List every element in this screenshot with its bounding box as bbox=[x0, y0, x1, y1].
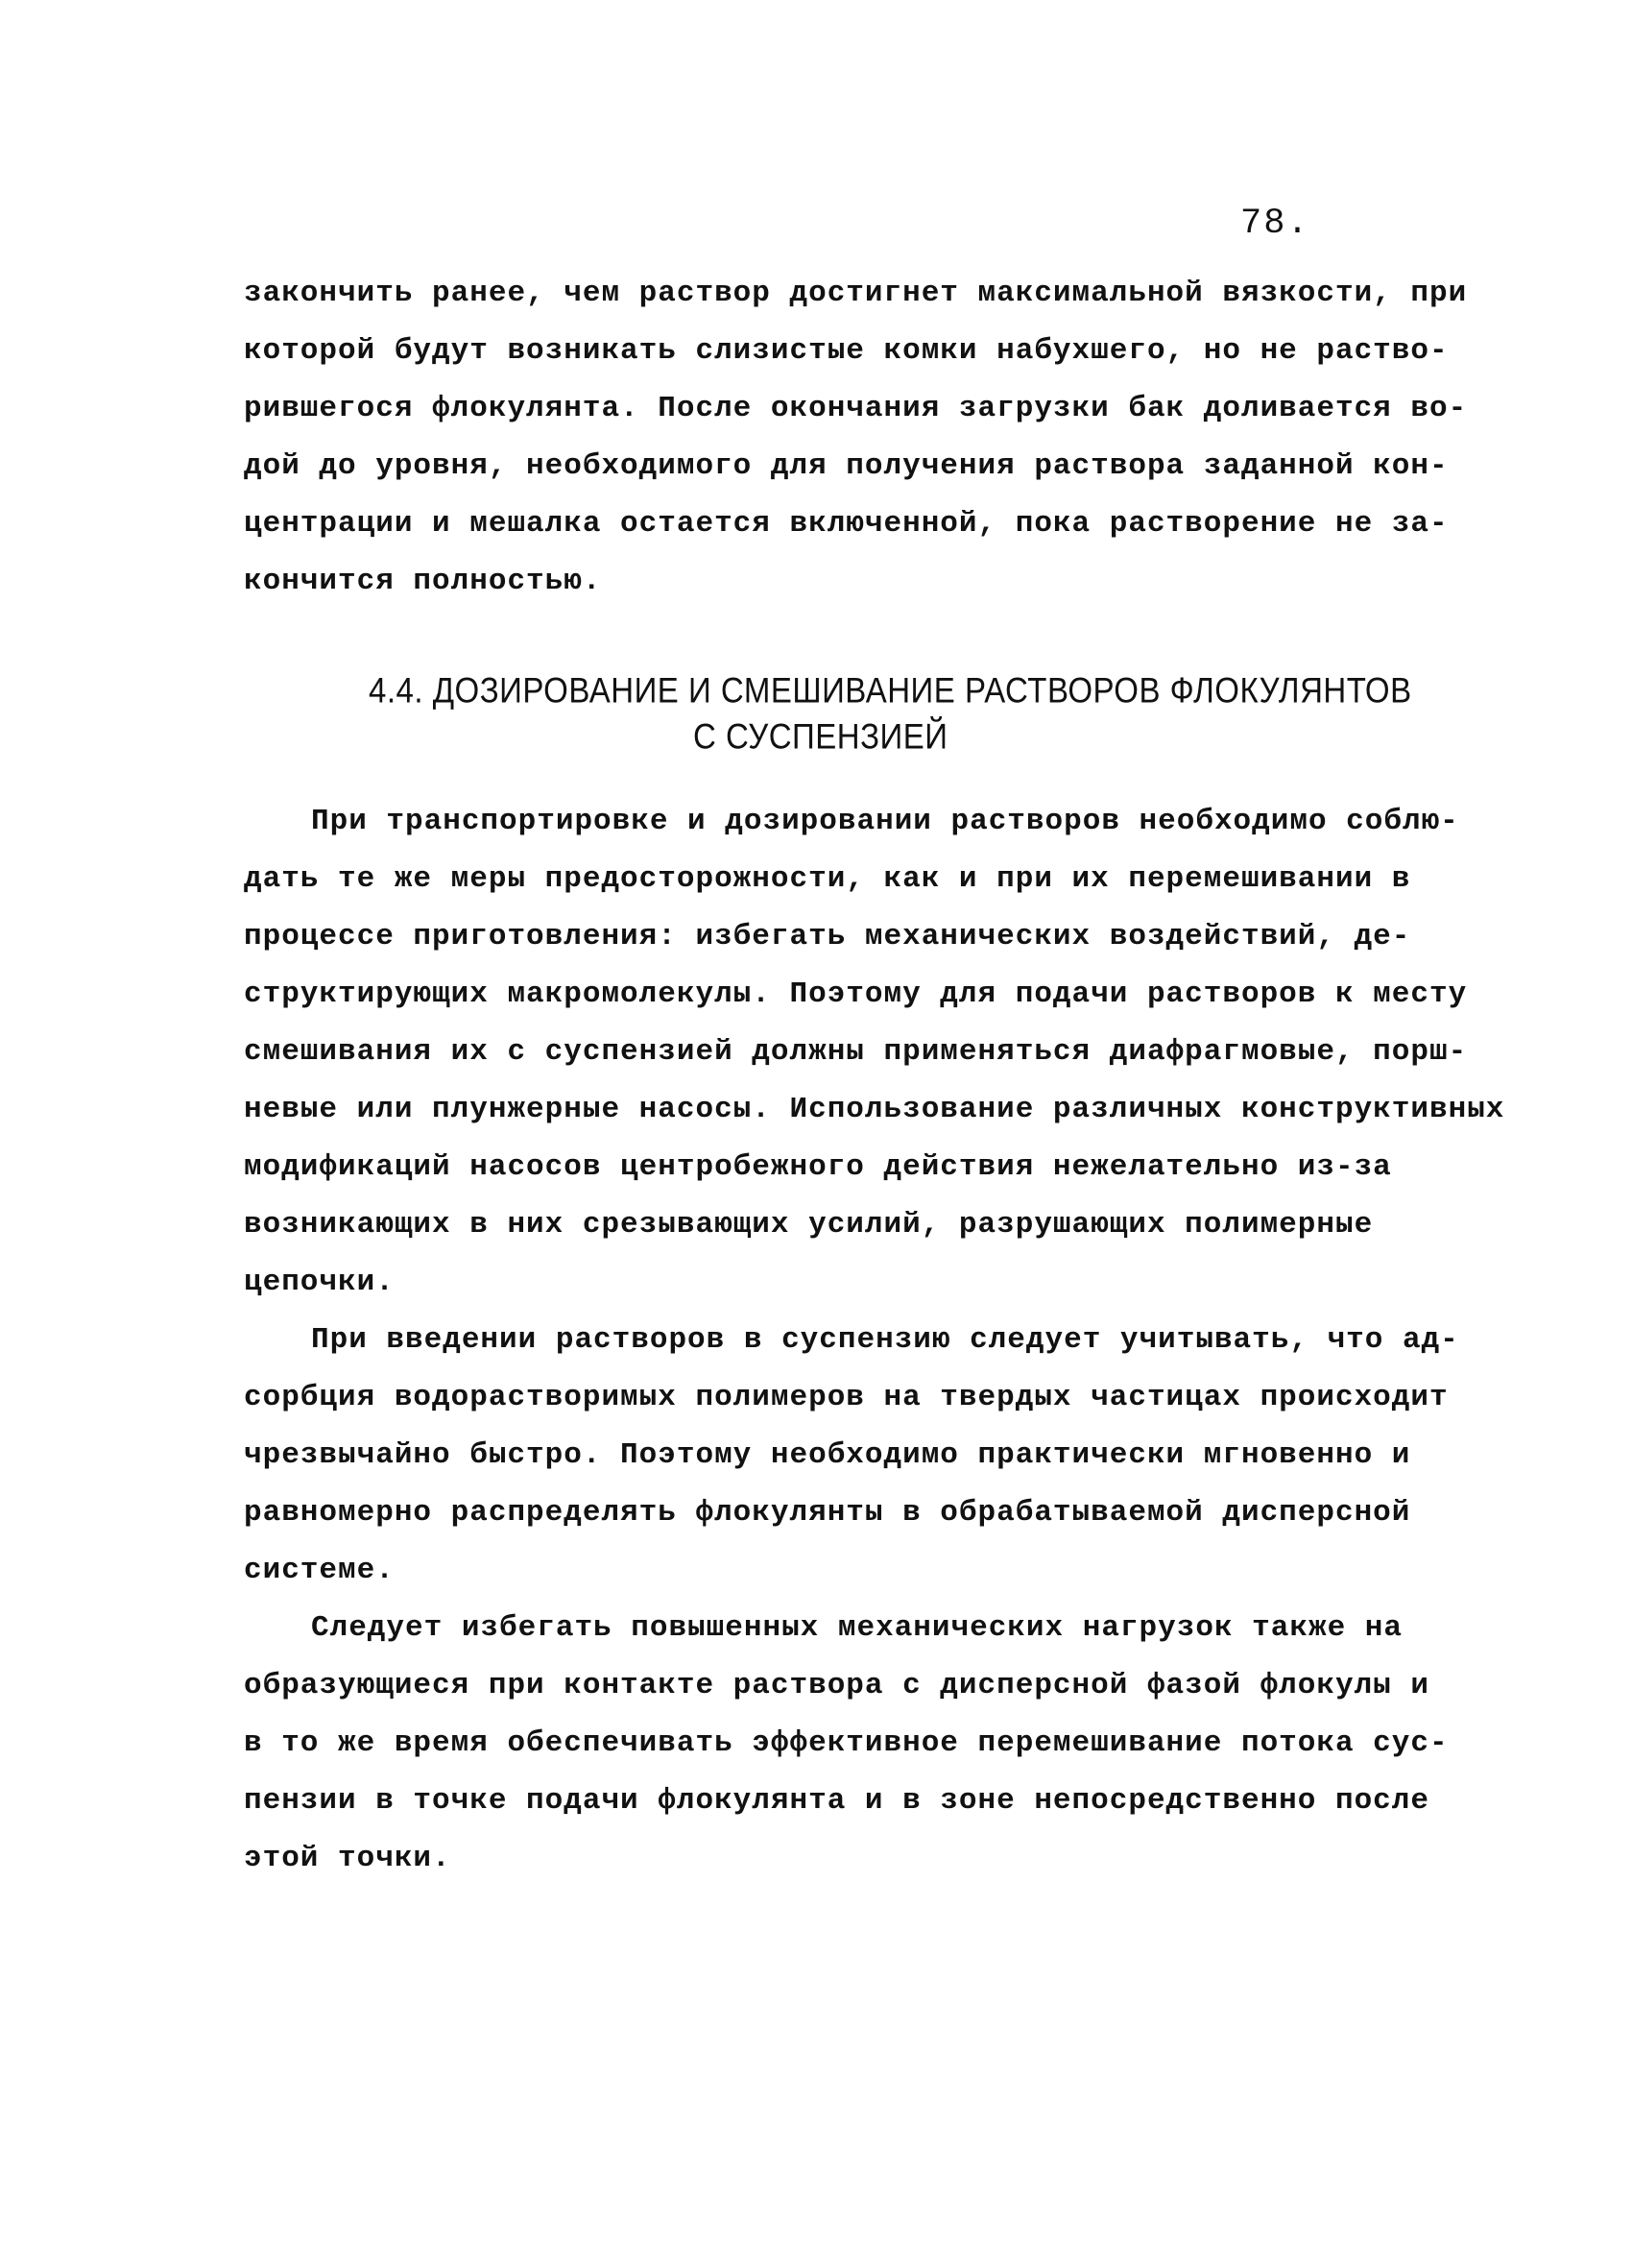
text-line: При транспортировке и дозировании растворов необходимо соблю- bbox=[311, 805, 1459, 838]
text-line: чрезвычайно быстро. Поэтому необходимо практически мгновенно и bbox=[244, 1438, 1411, 1472]
text-line: При введении растворов в суспензию следует учитывать, что ад- bbox=[311, 1323, 1459, 1357]
section-heading-line-1: 4.4. ДОЗИРОВАНИЕ И СМЕШИВАНИЕ РАСТВОРОВ ФЛОКУЛЯНТОВ bbox=[369, 669, 1412, 711]
text-line: рившегося флокулянта. После окончания загрузки бак доливается во- bbox=[244, 392, 1468, 425]
text-line: сорбция водорастворимых полимеров на твердых частицах происходит bbox=[244, 1381, 1449, 1414]
text-line: образующиеся при контакте раствора с дисперсной фазой флокулы и bbox=[244, 1669, 1429, 1702]
text-line: которой будут возникать слизистые комки набухшего, но не раство- bbox=[244, 334, 1449, 368]
text-line: закончить ранее, чем раствор достигнет максимальной вязкости, при bbox=[244, 277, 1468, 310]
text-line: процессе приготовления: избегать механических воздействий, де- bbox=[244, 920, 1411, 953]
text-line: цепочки. bbox=[244, 1266, 395, 1299]
text-line: в то же время обеспечивать эффективное перемешивание потока сус- bbox=[244, 1726, 1449, 1760]
text-line: невые или плунжерные насосы. Использование различных конструктивных bbox=[244, 1093, 1505, 1126]
text-line: равномерно распределять флокулянты в обрабатываемой дисперсной bbox=[244, 1496, 1411, 1530]
text-line: структирующих макромолекулы. Поэтому для подачи растворов к месту bbox=[244, 977, 1468, 1011]
page-number: 78. bbox=[1240, 204, 1310, 244]
text-line: Следует избегать повышенных механических нагрузок также на bbox=[311, 1611, 1403, 1645]
text-line: возникающих в них срезывающих усилий, разрушающих полимерные bbox=[244, 1208, 1374, 1242]
text-line: центрации и мешалка остается включенной, пока растворение не за- bbox=[244, 507, 1449, 541]
text-line: кончится полностью. bbox=[244, 565, 602, 598]
text-line: дать те же меры предосторожности, как и при их перемешивании в bbox=[244, 862, 1411, 896]
text-line: дой до уровня, необходимого для получения раствора заданной кон- bbox=[244, 449, 1449, 483]
text-line: смешивания их с суспензией должны применяться диафрагмовые, порш- bbox=[244, 1035, 1468, 1069]
text-line: модификаций насосов центробежного действия нежелательно из-за bbox=[244, 1150, 1392, 1184]
text-line: этой точки. bbox=[244, 1842, 451, 1875]
text-line: системе. bbox=[244, 1554, 395, 1587]
section-heading-line-2: С СУСПЕНЗИЕЙ bbox=[693, 715, 948, 757]
text-line: пензии в точке подачи флокулянта и в зоне непосредственно после bbox=[244, 1784, 1429, 1818]
